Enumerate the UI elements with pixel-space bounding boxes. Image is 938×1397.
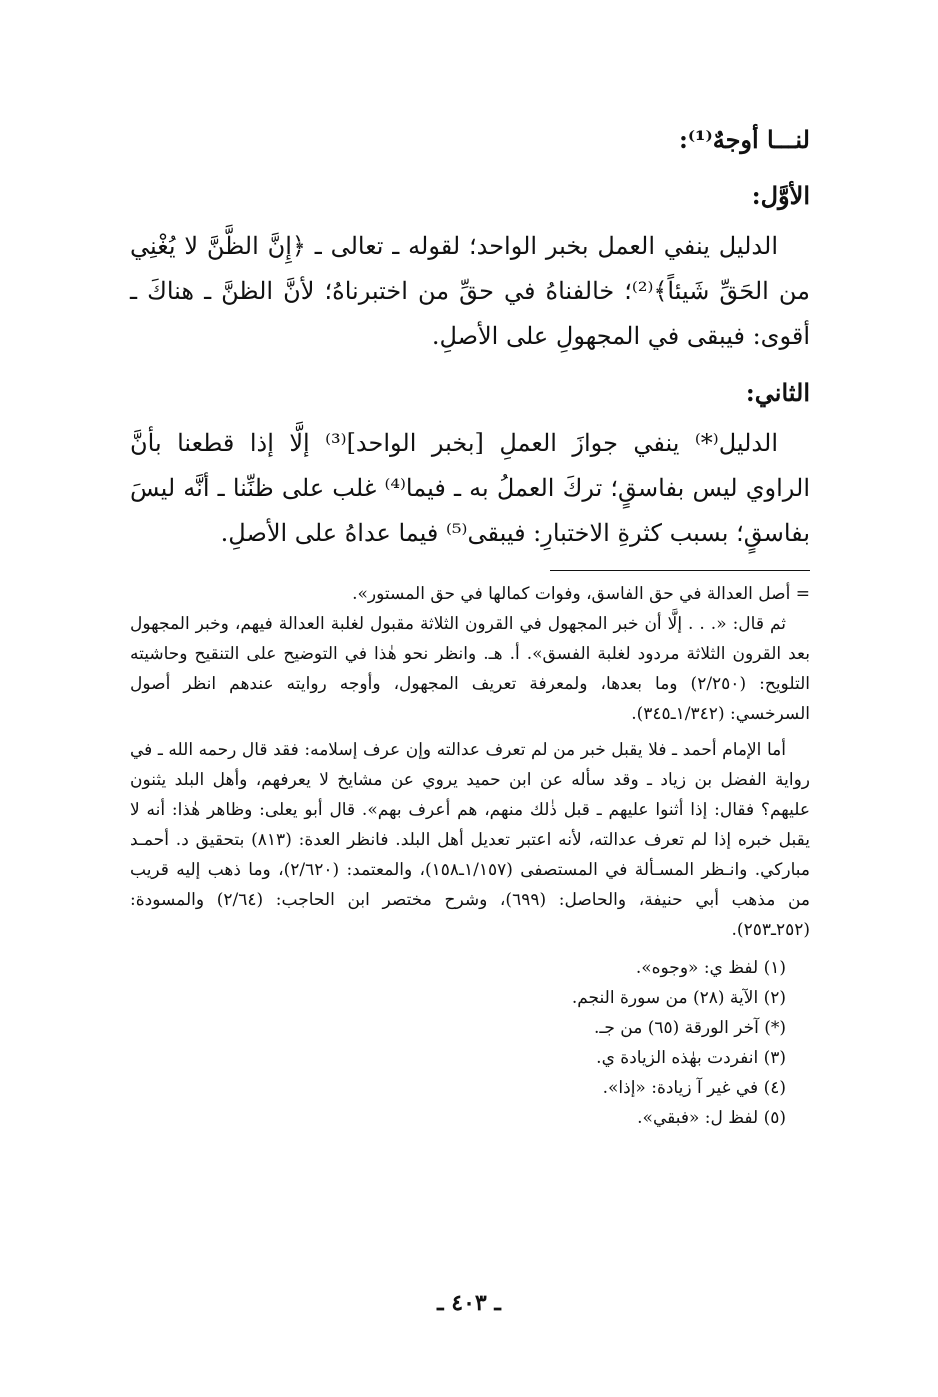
footnote-item: (٤) في غير آ زيادة: «إذا». [602, 1078, 786, 1098]
paragraph-first: الدليل ينفي العمل بخبر الواحد؛ لقوله ـ تعالى ـ ﴿إِنَّ الظَّنَّ لا يُغْنِي من الحَقِّ شَيئاً﴾⁽²⁾؛ خالفناهُ في حقِّ من اختبرناهُ؛ لأنَّ الظنَّ ـ هناكَ ـ أقوى: فيبقى في المجهولِ على الأصلِ. [130, 232, 811, 350]
footnote-item: (١) لفظ ي: «وجوه». [635, 958, 786, 978]
footnote-item: (٥) لفظ ل: «فبقي». [637, 1108, 786, 1128]
footnote-continuation: = أصل العدالة في حق الفاسق، وفوات كمالها في حق المستور». [352, 584, 810, 604]
footnote-paragraph: ثم قال: «. . . إلَّا أن خبر المجهول في القرون الثلاثة مقبول لغلبة العدالة فيهم، وخبر المجهول بعد القرون الثلاثة مردود لغلبة الفسق». أ. هـ. وانظر نحو هٰذا في التوضيح على التنقيح وحاشيته التلويح: (٢/٢٥٠) وما بعدها، ولمعرفة تعريف المجهول، وأوجه روايته عندهم انظر أصول السرخسي: (١/٣٤٢ـ٣٤٥). [130, 614, 810, 724]
heading-first: الأوَّل: [751, 181, 810, 210]
heading-intro: لنـــا أوجهٌ⁽¹⁾: [679, 125, 810, 154]
footnote-item: (٣) انفردت بهٰذه الزيادة ي. [596, 1048, 786, 1068]
page-number: ـ ٤٠٣ ـ [437, 1290, 501, 1316]
footnote-paragraph: أما الإمام أحمد ـ فلا يقبل خبر من لم تعرف عدالته وإن عرف إسلامه: فقد قال رحمه الله ـ في رواية الفضل بن زياد ـ وقد سأله عن ابن حميد يروي عن مشايخ لا يعرفهم، وأهل البلد يثنون عليهم؟ فقال: إذا أثنوا عليهم ـ قبل ذٰلك منهم، هم أعرف بهم». قال أبو يعلى: وظاهر هٰذا: أنه لا يقبل خبره إذا لم تعرف عدالته، لأنه اعتبر تعديل أهل البلد. فانظر العدة: (٨١٣) بتحقيق د. أحمـد مباركي. وانـظر المسـألة في المستصفى (١/١٥٧ـ١٥٨)، والمعتمد: (٢/٦٢٠)، وما ذهب إليه قريب من مذهب أبي حنيفة، والحاصل: (٦٩٩)، وشرح مختصر ابن الحاجب: (٢/٦٤) والمسودة: (٢٥٢ـ٢٥٣). [130, 740, 810, 940]
footnote-list [130, 953, 810, 1133]
footnote-separator [550, 570, 810, 571]
footnote-item: (*) آخر الورقة (٦٥) من جـ. [593, 1018, 786, 1038]
paragraph-second: الدليل⁽*⁾ ينفي جوازَ العملِ [بخبر الواحد]⁽³⁾ إلَّا إذا قطعنا بأنَّ الراوي ليس بفاسقٍ؛ تركَ العملُ به ـ فيما⁽⁴⁾ غلب على ظنِّنا ـ أنَّه ليسَ بفاسقٍ؛ بسبب كثرةِ الاختبارِ: فيبقى⁽⁵⁾ فيما عداهُ على الأصلِ. [130, 429, 811, 547]
footnote-item: (٢) الآية (٢٨) من سورة النجم. [571, 988, 786, 1008]
page-content [130, 112, 810, 1133]
heading-second: الثاني: [745, 378, 810, 407]
